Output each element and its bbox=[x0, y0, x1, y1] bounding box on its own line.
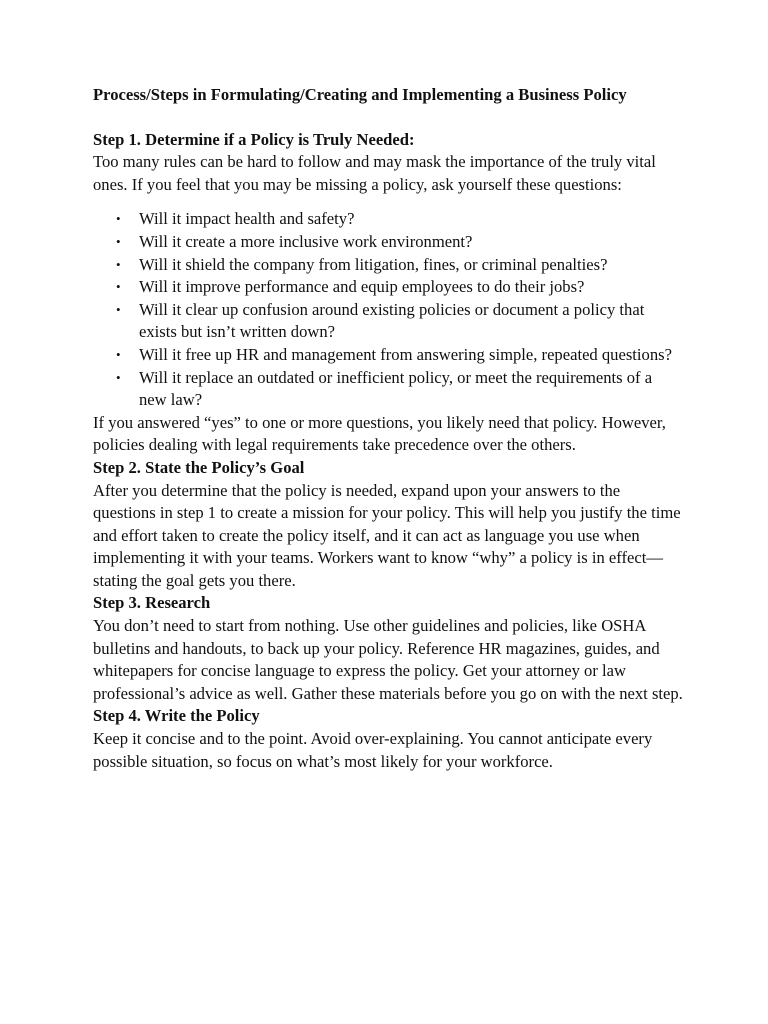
question-text: Will it clear up confusion around existing policies or document a policy that exists but isn’t written down? bbox=[139, 299, 645, 342]
step-2-heading: Step 2. State the Policy’s Goal bbox=[93, 457, 305, 477]
step-1-section bbox=[93, 129, 683, 457]
bullet-icon: • bbox=[116, 256, 121, 272]
step-3-heading: Step 3. Research bbox=[93, 593, 211, 613]
bullet-icon: • bbox=[116, 211, 121, 227]
question-list-item bbox=[93, 208, 683, 231]
step-4-body: Keep it concise and to the point. Avoid over-explaining. You cannot anticipate every possible situation, so focus on what’s most likely for your workforce. bbox=[93, 729, 653, 771]
question-list-item bbox=[93, 344, 683, 367]
bullet-icon: • bbox=[116, 369, 121, 385]
question-list-item bbox=[93, 254, 683, 277]
document-page bbox=[93, 84, 683, 773]
bullet-icon: • bbox=[116, 301, 121, 317]
question-text: Will it impact health and safety? bbox=[139, 209, 355, 229]
question-text: Will it improve performance and equip employees to do their jobs? bbox=[139, 277, 585, 297]
question-list-item bbox=[93, 367, 683, 412]
step-1-heading: Step 1. Determine if a Policy is Truly Needed: bbox=[93, 129, 415, 149]
bullet-icon: • bbox=[116, 233, 121, 249]
question-list-item bbox=[93, 299, 683, 344]
step-4-section bbox=[93, 705, 683, 773]
step-1-conclusion: If you answered “yes” to one or more questions, you likely need that policy. However, policies dealing with legal requirements take precedence over the others. bbox=[93, 412, 666, 455]
step-4-heading: Step 4. Write the Policy bbox=[93, 706, 260, 726]
bullet-icon: • bbox=[116, 279, 121, 295]
question-text: Will it replace an outdated or inefficient policy, or meet the requirements of a new law? bbox=[139, 367, 653, 410]
document-title: Process/Steps in Formulating/Creating and Implementing a Business Policy bbox=[93, 85, 627, 104]
question-list-item bbox=[93, 231, 683, 254]
question-text: Will it shield the company from litigation, fines, or criminal penalties? bbox=[139, 254, 608, 274]
bullet-icon: • bbox=[116, 346, 121, 362]
step-1-intro: Too many rules can be hard to follow and may mask the importance of the truly vital ones. If you feel that you may be missing a policy, ask yourself these questions: bbox=[93, 152, 656, 194]
step-2-body: After you determine that the policy is needed, expand upon your answers to the questions in step 1 to create a mission for your policy. This will help you justify the time and effort taken to create the policy itself, and it can act as language you use when implementing it with your teams. Workers want to know “why” a policy is in effect—stating the goal gets you there. bbox=[93, 480, 681, 590]
step-3-body: You don’t need to start from nothing. Use other guidelines and policies, like OSHA bulletins and handouts, to back up your policy. Reference HR magazines, guides, and whitepapers for concise language to express the policy. Get your attorney or law professional’s advice as well. Gather these materials before you go on with the next step. bbox=[93, 616, 683, 703]
question-text: Will it free up HR and management from answering simple, repeated questions? bbox=[139, 344, 672, 364]
step-2-section bbox=[93, 457, 683, 593]
step-3-section bbox=[93, 592, 683, 705]
step-1-question-list bbox=[93, 208, 683, 411]
question-list-item bbox=[93, 276, 683, 299]
question-text: Will it create a more inclusive work environment? bbox=[139, 231, 473, 251]
